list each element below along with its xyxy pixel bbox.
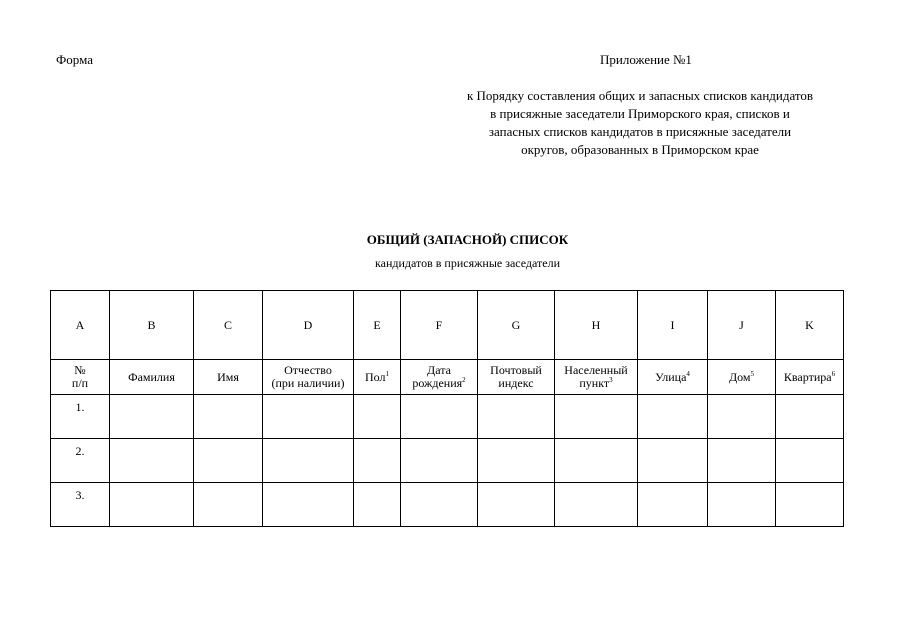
table-cell — [708, 483, 776, 527]
table-cell — [354, 483, 401, 527]
column-letter: A — [51, 291, 110, 360]
row-number: 2. — [51, 439, 110, 483]
footnote-mark: 1 — [385, 369, 389, 378]
header-postal-code: Почтовый индекс — [478, 360, 555, 395]
table-cell — [401, 483, 478, 527]
table-cell — [638, 439, 708, 483]
footnote-mark: 4 — [686, 369, 690, 378]
column-letters-row — [51, 291, 844, 360]
table-row — [51, 483, 844, 527]
header-patronymic: Отчество (при наличии) — [263, 360, 354, 395]
row-number: 1. — [51, 395, 110, 439]
candidates-table — [50, 290, 844, 527]
appendix-text: к Порядку составления общих и запасных списков кандидатов в присяжные заседатели Приморского края, списков и запасных списков кандидатов в присяжные заседатели округов, образованных в Приморском крае — [466, 88, 814, 157]
table-cell — [263, 395, 354, 439]
table-cell — [194, 483, 263, 527]
table-cell — [708, 439, 776, 483]
table-cell — [555, 439, 638, 483]
table-cell — [354, 439, 401, 483]
column-letter: B — [110, 291, 194, 360]
table-cell — [110, 395, 194, 439]
table-cell — [354, 395, 401, 439]
table-cell — [638, 395, 708, 439]
column-letter: I — [638, 291, 708, 360]
table-cell — [555, 395, 638, 439]
column-letter: K — [776, 291, 844, 360]
header-number: № п/п — [51, 360, 110, 395]
table-cell — [478, 439, 555, 483]
footnote-mark: 6 — [831, 369, 836, 378]
header-surname: Фамилия — [110, 360, 194, 395]
column-headers-row — [51, 360, 844, 395]
table-cell — [638, 483, 708, 527]
header-birth-date: Дата рождения$^2$ — [401, 360, 478, 395]
table-cell — [776, 439, 844, 483]
table-cell — [478, 395, 555, 439]
table-cell — [194, 395, 263, 439]
row-number: 3. — [51, 483, 110, 527]
header-street: Улица$^4$ — [638, 360, 708, 395]
table-cell — [555, 483, 638, 527]
table-cell — [776, 483, 844, 527]
column-letter: G — [478, 291, 555, 360]
document-title: ОБЩИЙ (ЗАПАСНОЙ) СПИСОК — [366, 232, 569, 247]
column-letter: C — [194, 291, 263, 360]
header-apartment: Квартира$^6$ — [776, 360, 844, 395]
table-cell — [194, 439, 263, 483]
table-row — [51, 395, 844, 439]
appendix-title: Приложение №1 — [600, 52, 692, 67]
table-cell — [708, 395, 776, 439]
table-cell — [478, 483, 555, 527]
form-label: Форма — [56, 52, 93, 67]
header-locality: Населенный пункт$^3$ — [555, 360, 638, 395]
footnote-mark: 3 — [609, 376, 613, 384]
column-letter: E — [354, 291, 401, 360]
header-sex: Пол$^1$ — [354, 360, 401, 395]
table-cell — [110, 483, 194, 527]
footnote-mark: 2 — [462, 376, 466, 384]
document-subtitle: кандидатов в присяжные заседатели — [374, 256, 561, 270]
table-cell — [263, 439, 354, 483]
column-letter: H — [555, 291, 638, 360]
table-cell — [401, 439, 478, 483]
header-house: Дом$^5$ — [708, 360, 776, 395]
table-cell — [776, 395, 844, 439]
footnote-mark: 5 — [750, 369, 755, 378]
table-cell — [110, 439, 194, 483]
table-row — [51, 439, 844, 483]
table-cell — [401, 395, 478, 439]
header-first-name: Имя — [194, 360, 263, 395]
column-letter: J — [708, 291, 776, 360]
table-cell — [263, 483, 354, 527]
column-letter: D — [263, 291, 354, 360]
column-letter: F — [401, 291, 478, 360]
